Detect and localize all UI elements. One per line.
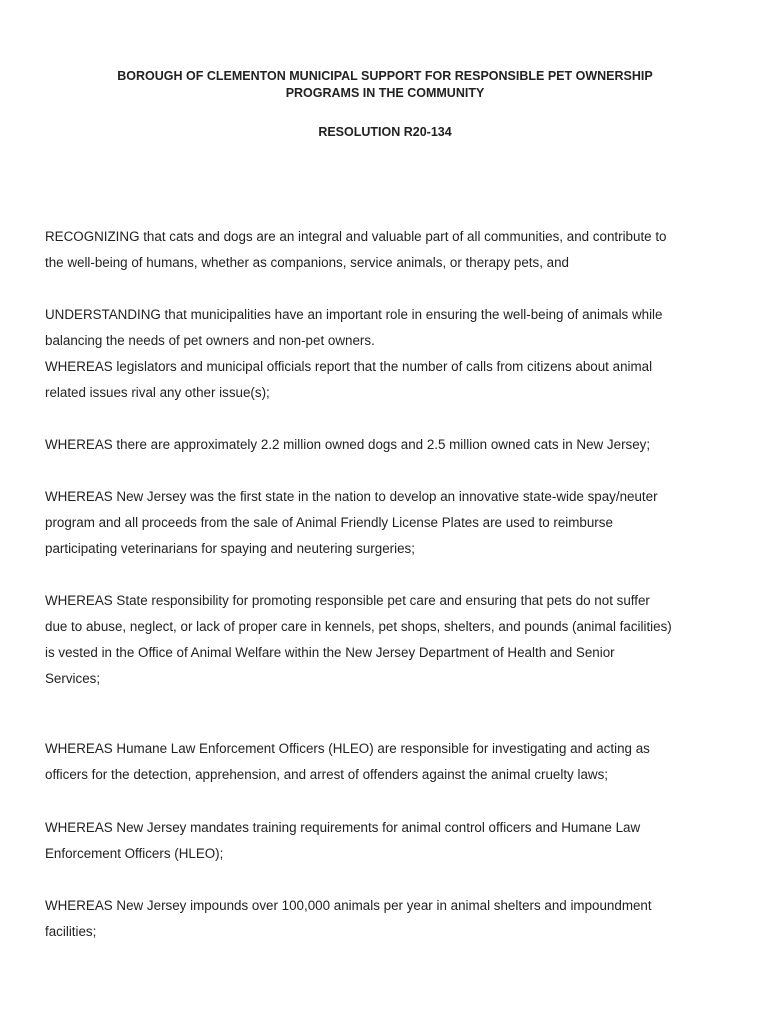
text-line: the well-being of humans, whether as companions, service animals, or therapy pets, and bbox=[45, 255, 570, 270]
document-title-line-1: BOROUGH OF CLEMENTON MUNICIPAL SUPPORT FOR RESPONSIBLE PET OWNERSHIP bbox=[117, 69, 653, 83]
text-line: participating veterinarians for spaying and neutering surgeries; bbox=[45, 541, 415, 556]
text-line: due to abuse, neglect, or lack of proper care in kennels, pet shops, shelters, and pounds (animal facilities) bbox=[45, 619, 672, 634]
paragraph-state-responsibility bbox=[45, 588, 735, 692]
text-line: WHEREAS there are approximately 2.2 million owned dogs and 2.5 million owned cats in New Jersey; bbox=[45, 437, 651, 452]
text-line: RECOGNIZING that cats and dogs are an integral and valuable part of all communities, and contribute to bbox=[45, 229, 667, 244]
text-line: WHEREAS New Jersey mandates training requirements for animal control officers and Humane Law bbox=[45, 820, 641, 835]
text-line: program and all proceeds from the sale of Animal Friendly License Plates are used to reimburse bbox=[45, 515, 613, 530]
text-line: WHEREAS Humane Law Enforcement Officers (HLEO) are responsible for investigating and acting as bbox=[45, 741, 650, 756]
text-line: is vested in the Office of Animal Welfare within the New Jersey Department of Health and Senior bbox=[45, 645, 615, 660]
text-line: WHEREAS New Jersey impounds over 100,000 animals per year in animal shelters and impoundment bbox=[45, 898, 652, 913]
text-line: Services; bbox=[45, 671, 101, 686]
document-title-line-2: PROGRAMS IN THE COMMUNITY bbox=[285, 86, 485, 100]
text-line: WHEREAS State responsibility for promoting responsible pet care and ensuring that pets do not suffer bbox=[45, 593, 650, 608]
text-line: WHEREAS legislators and municipal officials report that the number of calls from citizens about animal bbox=[45, 359, 653, 374]
paragraph-recognizing bbox=[45, 224, 735, 276]
paragraph-training bbox=[45, 815, 735, 867]
resolution-number: RESOLUTION R20-134 bbox=[318, 125, 452, 139]
text-line: officers for the detection, apprehension, and arrest of offenders against the animal cruelty laws; bbox=[45, 767, 608, 782]
paragraph-understanding bbox=[45, 302, 735, 406]
paragraph-hleo bbox=[45, 736, 735, 788]
paragraph-impounds bbox=[45, 893, 735, 945]
paragraph-spay-neuter bbox=[45, 484, 735, 562]
paragraph-pet-counts bbox=[45, 432, 735, 458]
text-line: facilities; bbox=[45, 924, 97, 939]
text-line: Enforcement Officers (HLEO); bbox=[45, 846, 224, 861]
text-line: WHEREAS New Jersey was the first state in the nation to develop an innovative state-wide spay/neuter bbox=[45, 489, 658, 504]
text-line: UNDERSTANDING that municipalities have an important role in ensuring the well-being of animals while bbox=[45, 307, 663, 322]
text-line: related issues rival any other issue(s); bbox=[45, 385, 270, 400]
text-line: balancing the needs of pet owners and non-pet owners. bbox=[45, 333, 375, 348]
